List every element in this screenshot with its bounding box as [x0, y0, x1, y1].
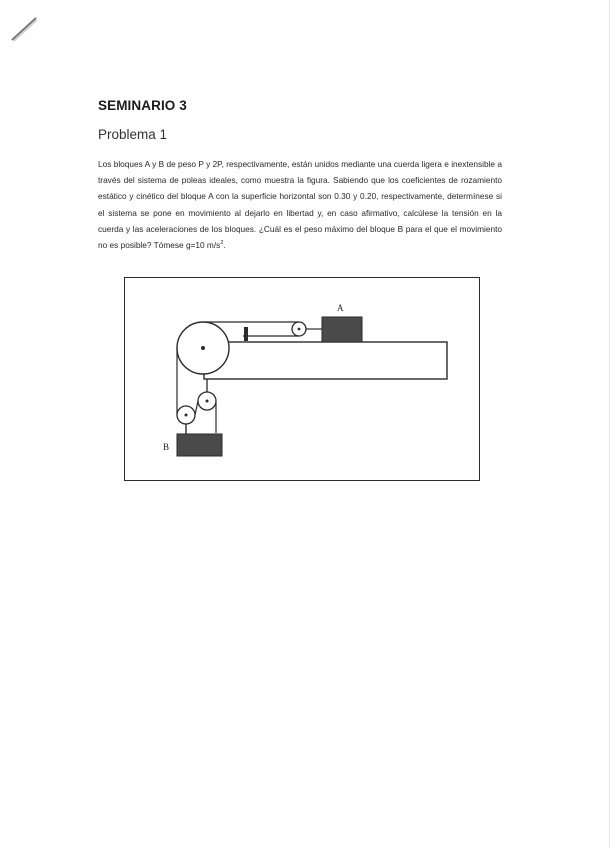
pulley-movable-axle	[185, 414, 188, 417]
pulley-a-axle	[298, 328, 301, 331]
pulley-figure	[124, 277, 480, 481]
label-a: A	[337, 303, 344, 313]
scan-mark	[6, 8, 46, 48]
problem-heading: Problema 1	[98, 127, 168, 142]
problem-statement	[98, 156, 502, 253]
rope-anchor	[244, 327, 248, 341]
problem-body: Los bloques A y B de peso P y 2P, respectivamente, están unidos mediante una cuerda ligera e inextensible a través del sistema de poleas ideales, como muestra la figura. Sabiendo que los coeficientes de rozamiento estático y cinético del bloque A con la superficie horizontal son 0.30 y 0.20, respectivamente, determínese si el sistema se pone en movimiento al dejarlo en libertad y, en caso afirmativo, calcúlese la tensión en la cuerda y las aceleraciones de los bloques. ¿Cuál es el peso máximo del bloque B para el que el movimiento no es posible? Tómese g=10 m/s	[98, 159, 502, 251]
rope-connect	[195, 401, 198, 415]
label-b: B	[163, 442, 170, 452]
page-title: SEMINARIO 3	[98, 98, 187, 113]
pulley-main-axle	[201, 346, 205, 350]
pulley-diagram	[125, 278, 481, 482]
block-a	[322, 317, 362, 342]
page-edge	[609, 0, 610, 848]
problem-end: .	[223, 240, 226, 251]
exponent: 2	[220, 240, 224, 247]
horizontal-surface	[204, 342, 447, 379]
block-b	[177, 434, 222, 456]
pulley-fixed-axle	[206, 400, 209, 403]
